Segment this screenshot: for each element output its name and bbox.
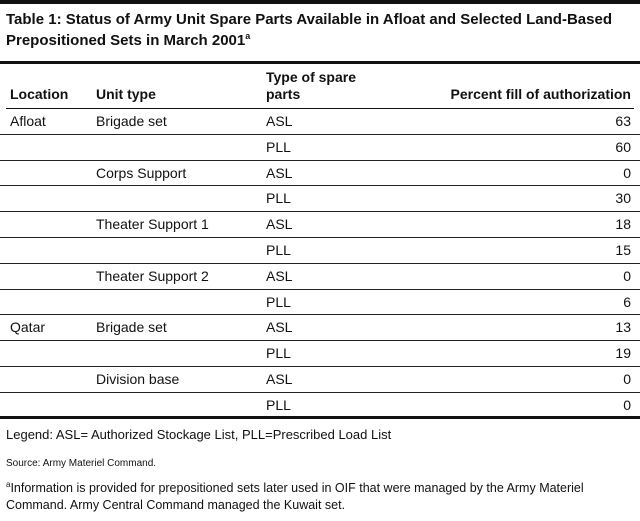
header-type-of-spare-parts: Type of spare parts [266, 69, 356, 102]
cell-percent: 60 [615, 138, 631, 155]
title-footnote-mark: a [245, 31, 251, 41]
cell-location: Afloat [10, 113, 46, 129]
cell-unit-type: Division base [96, 370, 180, 387]
footnote-text: Information is provided for prepositioned sets later used in OIF that were managed by the Army Materiel Command. Army Central Command managed the Kuwait set. [6, 481, 584, 512]
cell-type: PLL [266, 190, 291, 207]
header-top-rule [0, 61, 640, 64]
cell-type: ASL [266, 164, 293, 181]
cell-percent: 15 [615, 241, 631, 258]
table-row [0, 315, 640, 341]
table-row [0, 393, 640, 419]
table-row [0, 367, 640, 393]
footnote-mark: a [6, 479, 11, 489]
top-rule [0, 0, 640, 4]
cell-type: ASL [266, 216, 293, 233]
cell-percent: 18 [615, 216, 631, 233]
cell-type: ASL [266, 370, 293, 387]
cell-type: PLL [266, 345, 291, 362]
source-note: Source: Army Materiel Command. [6, 458, 157, 469]
table-title [6, 9, 634, 51]
table-row [0, 109, 640, 135]
table-row [0, 186, 640, 212]
table-row [0, 135, 640, 161]
table-row [0, 238, 640, 264]
cell-unit-type: Brigade set [96, 113, 167, 129]
cell-percent: 30 [615, 190, 631, 207]
cell-type: PLL [266, 293, 291, 310]
cell-unit-type: Theater Support 1 [96, 216, 209, 233]
footnote [6, 480, 634, 514]
table-bottom-rule [0, 416, 640, 419]
cell-type: PLL [266, 241, 291, 258]
cell-location: Qatar [10, 319, 46, 336]
cell-percent: 19 [615, 345, 631, 362]
table-body [0, 109, 640, 419]
cell-percent: 13 [615, 319, 631, 336]
cell-type: ASL [266, 319, 293, 336]
cell-unit-type: Theater Support 2 [96, 267, 209, 284]
legend: Legend: ASL= Authorized Stockage List, PLL=Prescribed Load List [6, 427, 392, 442]
cell-percent: 6 [623, 293, 631, 310]
table-row [0, 341, 640, 367]
header-unit-type: Unit type [96, 86, 156, 102]
table-row [0, 264, 640, 290]
table-row [0, 161, 640, 187]
header-location: Location [10, 86, 69, 102]
cell-type: PLL [266, 138, 291, 155]
cell-unit-type: Corps Support [96, 164, 187, 181]
cell-percent: 0 [623, 396, 631, 413]
cell-percent: 0 [623, 267, 631, 284]
table-title-text: Table 1: Status of Army Unit Spare Parts Available in Afloat and Selected Land-Based Prepositioned Sets in March 2001 [6, 11, 612, 49]
cell-type: PLL [266, 396, 291, 413]
header-percent-fill: Percent fill of authorization [450, 86, 631, 102]
cell-percent: 0 [623, 164, 631, 181]
cell-percent: 0 [623, 370, 631, 387]
cell-type: ASL [266, 113, 293, 129]
cell-unit-type: Brigade set [96, 319, 167, 336]
cell-percent: 63 [615, 113, 631, 129]
cell-type: ASL [266, 267, 293, 284]
table-row [0, 290, 640, 316]
table-row [0, 212, 640, 238]
